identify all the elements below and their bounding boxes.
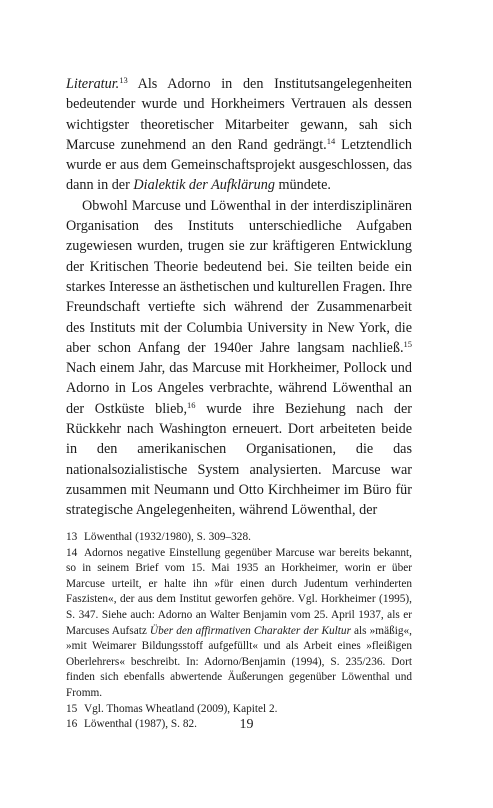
footnotes [66, 530, 412, 733]
footnote-number: 14 [66, 546, 78, 559]
footnote-number: 15 [66, 702, 78, 715]
footnote-text: als »mäßig«, »mit Weimarer Bildungsstoff aufgefüllt« und als Arbeit eines »fleißigen Oberlehrers« beschreibt. In: Adorno/Benjamin (1994), S. 235/236. Dort finden sich ebenfalls abwertende Äußerungen gegenüber Löwenthal und Fromm. [66, 624, 412, 699]
footnote-text: Löwenthal (1932/1980), S. 309–328. [84, 531, 251, 543]
footnote-text: Adornos negative Einstellung gegenüber Marcuse war bereits bekannt, so in seinem Brief vom 15. Mai 1935 an Horkheimer, worin er über Marcuse urteilt, er halte ihn »für einen durch Judentum verhinderten Faszisten«, der aus dem Institut geworfen gehöre. Vgl. Horkheimer (1995), S. 347. Siehe auch: Adorno an Walter Benjamin vom 25. April 1937, als er Marcuses Aufsatz [66, 546, 412, 637]
footnote-ref[interactable]: 16 [187, 399, 196, 410]
footnote-13 [66, 530, 412, 546]
footnote-number: 13 [66, 531, 78, 543]
text-run: mündete. [274, 177, 331, 194]
text-run: Obwohl Marcuse und Löwenthal in der interdisziplinären Organisation des Instituts unterschiedliche Aufgaben zugewiesen wurden, trugen sie zur kräftigeren Entwicklung der Kritischen Theorie bedeutend bei. Sie teilten beide ein starkes Interesse an ästhetischen und kulturellen Fragen. Ihre Freundschaft vertiefte sich während der Zusammenarbeit des Instituts mit der Columbia University in New York, die aber schon Anfang der 1940er Jahre langsam nachließ. [66, 197, 412, 356]
footnote-text: Vgl. Thomas Wheatland (2009), Kapitel 2. [84, 702, 278, 715]
footnote-ref[interactable]: 14 [326, 135, 336, 146]
footnote-ref[interactable]: 15 [403, 338, 412, 349]
paragraph [66, 74, 412, 196]
footnote-ref[interactable]: 13 [119, 75, 128, 85]
essay-title-italic: Über den affirmativen Charakter der Kultur [149, 624, 351, 637]
paragraph [66, 196, 412, 521]
main-text [66, 74, 412, 521]
title-italic: Literatur. [66, 76, 120, 92]
footnote-14 [66, 546, 412, 702]
text-run: Nach einem Jahr, das Marcuse mit Horkheimer, Pollock und Adorno in Los Angeles verbrachte, während Löwenthal an der Ostküste blieb, [66, 360, 412, 417]
book-title-italic: Dialektik der Aufklärung [133, 177, 275, 194]
text-run: wurde ihre Beziehung nach der Rückkehr nach Washington erneuert. Dort arbeiteten beide in den amerikanischen Organisationen, die das nationalsozialistische System analysierten. Marcuse war zusammen mit Neumann und Otto Kirchheimer im Büro für strategische Angelegenheiten, während Löwenthal, der [66, 400, 412, 519]
footnote-number: 16 [66, 718, 78, 731]
page-number: 19 [239, 717, 254, 732]
text-run: Als Adorno in den Institutsangelegenheiten bedeutender wurde und Horkheimers Vertrauen als dessen wichtigster theoretischer Mitarbeiter gewann, sah sich Marcuse zunehmend an den Rand gedrängt. [66, 76, 412, 153]
text-run: Letztendlich wurde er aus dem Gemeinschaftsprojekt ausgeschlossen, das dann in der [66, 136, 412, 194]
footnote-text: Löwenthal (1987), S. 82. [84, 718, 197, 731]
footnote-15 [66, 702, 412, 718]
